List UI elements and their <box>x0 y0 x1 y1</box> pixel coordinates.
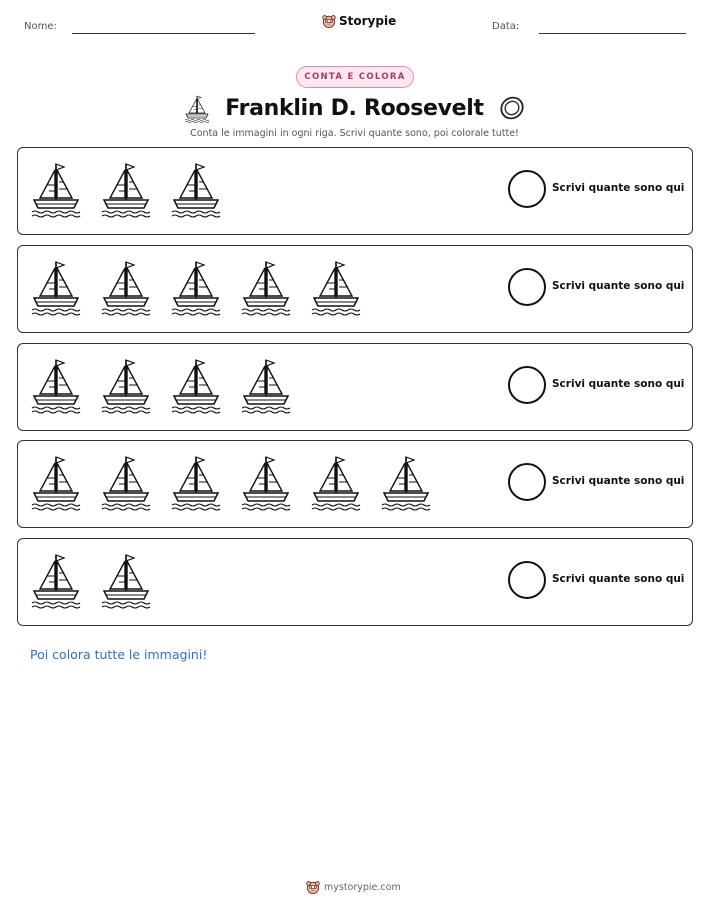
website-text: mystorypie.com <box>324 881 401 893</box>
count-row <box>17 245 693 333</box>
boat-group <box>30 451 432 511</box>
boat-group <box>30 158 222 218</box>
sailboat-icon[interactable] <box>30 549 82 609</box>
sailboat-icon[interactable] <box>100 451 152 511</box>
sailboat-icon[interactable] <box>170 354 222 414</box>
sailboat-icon[interactable] <box>30 354 82 414</box>
answer-circle[interactable] <box>508 463 546 501</box>
sailboat-icon[interactable] <box>30 256 82 316</box>
boat-group <box>30 549 152 609</box>
storypie-mascot-icon <box>306 880 320 894</box>
ring-icon <box>498 94 526 122</box>
sailboat-icon <box>183 93 211 123</box>
sailboat-icon[interactable] <box>100 158 152 218</box>
date-label: Data: <box>492 21 520 32</box>
answer-circle[interactable] <box>508 170 546 208</box>
title-row <box>0 91 709 125</box>
count-row <box>17 538 693 626</box>
sailboat-icon[interactable] <box>170 158 222 218</box>
answer-label: Scrivi quante sono qui <box>552 475 685 487</box>
sailboat-icon[interactable] <box>100 549 152 609</box>
count-row <box>17 343 693 431</box>
answer-label: Scrivi quante sono qui <box>552 378 685 390</box>
name-field-line[interactable] <box>72 33 255 34</box>
boat-group <box>30 354 292 414</box>
storypie-mascot-icon <box>322 14 336 28</box>
sailboat-icon[interactable] <box>240 354 292 414</box>
name-label: Nome: <box>24 21 57 32</box>
sailboat-icon[interactable] <box>100 354 152 414</box>
answer-label: Scrivi quante sono qui <box>552 573 685 585</box>
sailboat-icon[interactable] <box>240 451 292 511</box>
sailboat-icon[interactable] <box>310 451 362 511</box>
date-field-line[interactable] <box>539 33 686 34</box>
answer-circle[interactable] <box>508 268 546 306</box>
answer-label: Scrivi quante sono qui <box>552 280 685 292</box>
sailboat-icon[interactable] <box>240 256 292 316</box>
page-title: Franklin D. Roosevelt <box>225 95 484 121</box>
answer-circle[interactable] <box>508 366 546 404</box>
sailboat-icon[interactable] <box>100 256 152 316</box>
sailboat-icon[interactable] <box>310 256 362 316</box>
count-row <box>17 147 693 235</box>
sailboat-icon[interactable] <box>30 451 82 511</box>
sailboat-icon[interactable] <box>170 451 222 511</box>
sailboat-icon[interactable] <box>380 451 432 511</box>
answer-circle[interactable] <box>508 561 546 599</box>
instructions: Conta le immagini in ogni riga. Scrivi quante sono, poi colorale tutte! <box>190 128 519 139</box>
sailboat-icon[interactable] <box>170 256 222 316</box>
bottom-logo <box>306 880 401 894</box>
storypie-logo <box>322 14 396 28</box>
activity-badge: CONTA E COLORA <box>296 66 414 88</box>
sailboat-icon[interactable] <box>30 158 82 218</box>
logo-text: Storypie <box>339 14 397 28</box>
answer-label: Scrivi quante sono qui <box>552 182 685 194</box>
boat-group <box>30 256 362 316</box>
footer-note: Poi colora tutte le immagini! <box>30 647 208 662</box>
count-row <box>17 440 693 528</box>
worksheet-header <box>0 14 709 44</box>
